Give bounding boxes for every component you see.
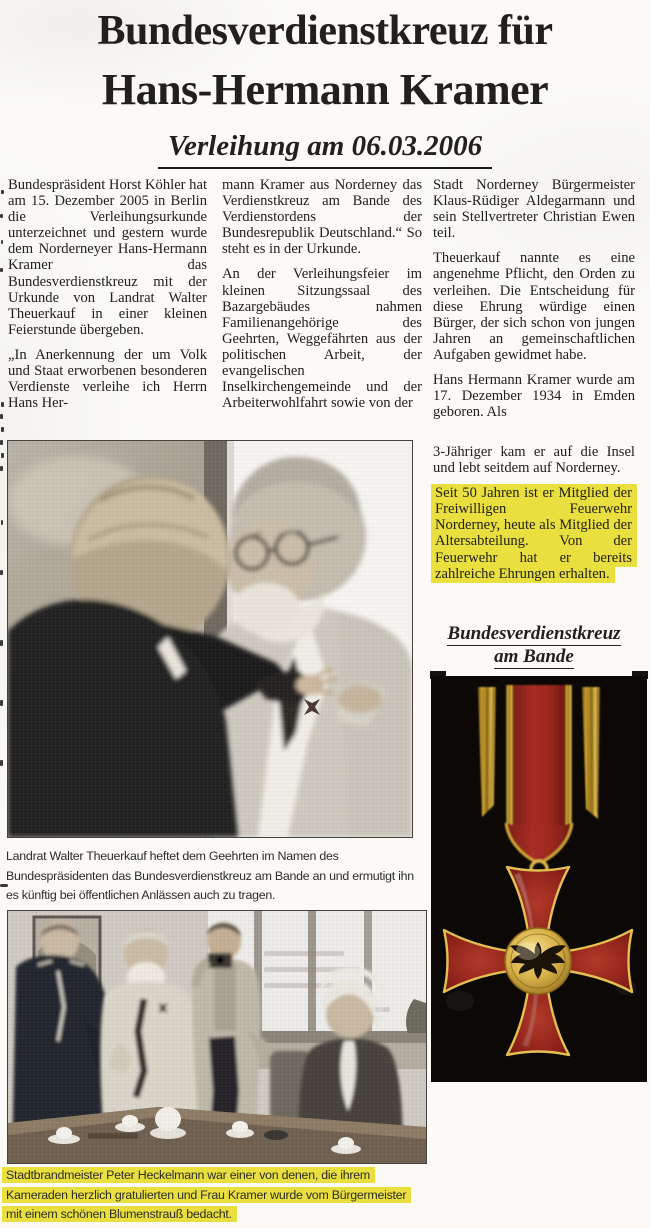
congratulation-photo-graphic (8, 911, 426, 1163)
congratulation-photo (7, 910, 427, 1164)
scan-artifact (1, 240, 3, 244)
headline-line2: Hans-Hermann Kramer (101, 65, 549, 114)
medal-heading-line1: Bundesverdienstkreuz (447, 623, 621, 644)
medal-photo-heading (433, 622, 635, 668)
paragraph: An der Verleihungsfeier im kleinen Sitzungssaal des Bazargebäudes nahmen Familienangehörige des Geehrten, Weggefährten aus der politischen Arbeit, der evangelischen Inselkirchengemeinde und der Arbeiterwohlfahrt sowie von der (222, 266, 422, 412)
scan-artifact (0, 214, 3, 218)
scan-artifact (0, 414, 3, 419)
marker-highlight: Seit 50 Jahren ist er Mitglied der Freiwilligen Feuerwehr Norderney, heute als Mitglied der Altersabteilung. Von der Feuerwehr hat er bereits zahlreiche Ehrungen erhalten. (433, 484, 635, 582)
article-column-3 (433, 177, 635, 429)
article-column-1 (8, 177, 207, 420)
photo2-caption (4, 1166, 422, 1225)
scan-artifact (1, 427, 4, 432)
scan-artifact (1, 190, 4, 194)
paragraph: Hans Hermann Kramer wurde am 17. Dezember 1934 in Emden geboren. Als (433, 372, 635, 421)
dateline: Verleihung am 06.03.2006 (158, 130, 492, 169)
marker-highlight: Stadtbrandmeister Peter Heckelmann war einer von denen, die ihrem Kameraden herzlich gratulierten und Frau Kramer wurde vom Bürgermeister mit einem schönen Blumenstrauß bedacht. (4, 1167, 409, 1222)
article-column-2 (222, 177, 422, 420)
scan-artifact (0, 640, 3, 646)
dateline-row (0, 130, 650, 169)
highlighted-paragraph (433, 485, 635, 582)
paragraph: Theuerkauf nannte es eine angenehme Pflicht, den Orden zu verleihen. Die Entscheidung für diese Ehrung würdige einen Bürger, der sich schon von jungen Jahren an gemeinschaftlichen Aufgaben gewidmet habe. (433, 250, 635, 363)
scan-artifact (0, 884, 8, 887)
headline-line1: Bundesverdienstkreuz für (97, 8, 553, 54)
scan-artifact (0, 760, 3, 766)
scan-artifact (0, 466, 3, 471)
scan-artifact (0, 700, 3, 706)
photo1-caption: Landrat Walter Theuerkauf heftet dem Geehrten im Namen des Bundespräsidenten das Bundesverdienstkreuz am Bande an und ermutigt ihn es künftig bei öffentlichen Anlässen auch zu tragen. (6, 849, 414, 902)
article-header (0, 10, 650, 112)
scan-artifact (0, 570, 3, 575)
medal-photo (430, 671, 648, 1085)
scan-artifact (0, 268, 3, 272)
paragraph: Stadt Norderney Bürgermeister Klaus-Rüdiger Aldegarmann und sein Stellvertreter Christian Ewen teil. (433, 177, 635, 242)
medal-photo-graphic (430, 671, 648, 1085)
scan-artifact (1, 520, 3, 525)
paragraph: „In Anerkennung der um Volk und Staat erworbenen besonderen Verdienste verleihe ich Herrn Hans Her- (8, 346, 207, 412)
award-pinning-photo-graphic (8, 441, 412, 837)
scan-artifact (1, 402, 4, 407)
paragraph: mann Kramer aus Norderney das Verdienstkreuz am Bande des Verdienstordens der Bundesrepublik Deutschland.“ So steht es in der Urkunde. (222, 177, 422, 258)
award-pinning-photo (7, 440, 413, 838)
scan-artifact (1, 453, 4, 458)
paragraph: 3-Jähriger kam er auf die Insel und lebt seitdem auf Norderney. (433, 444, 635, 477)
paragraph: Bundespräsident Horst Köhler hat am 15. Dezember 2005 in Berlin die Verleihungsurkunde unterzeichnet und gestern wurde dem Norderneyer Hans-Hermann Kramer das Bundesverdienstkreuz mit der Urkunde von Landrat Walter Theuerkauf in einer kleinen Feierstunde übergeben. (8, 177, 208, 338)
article-column-3-continued (433, 444, 635, 591)
medal-heading-line2: am Bande (494, 646, 574, 667)
scan-artifact (0, 440, 3, 445)
